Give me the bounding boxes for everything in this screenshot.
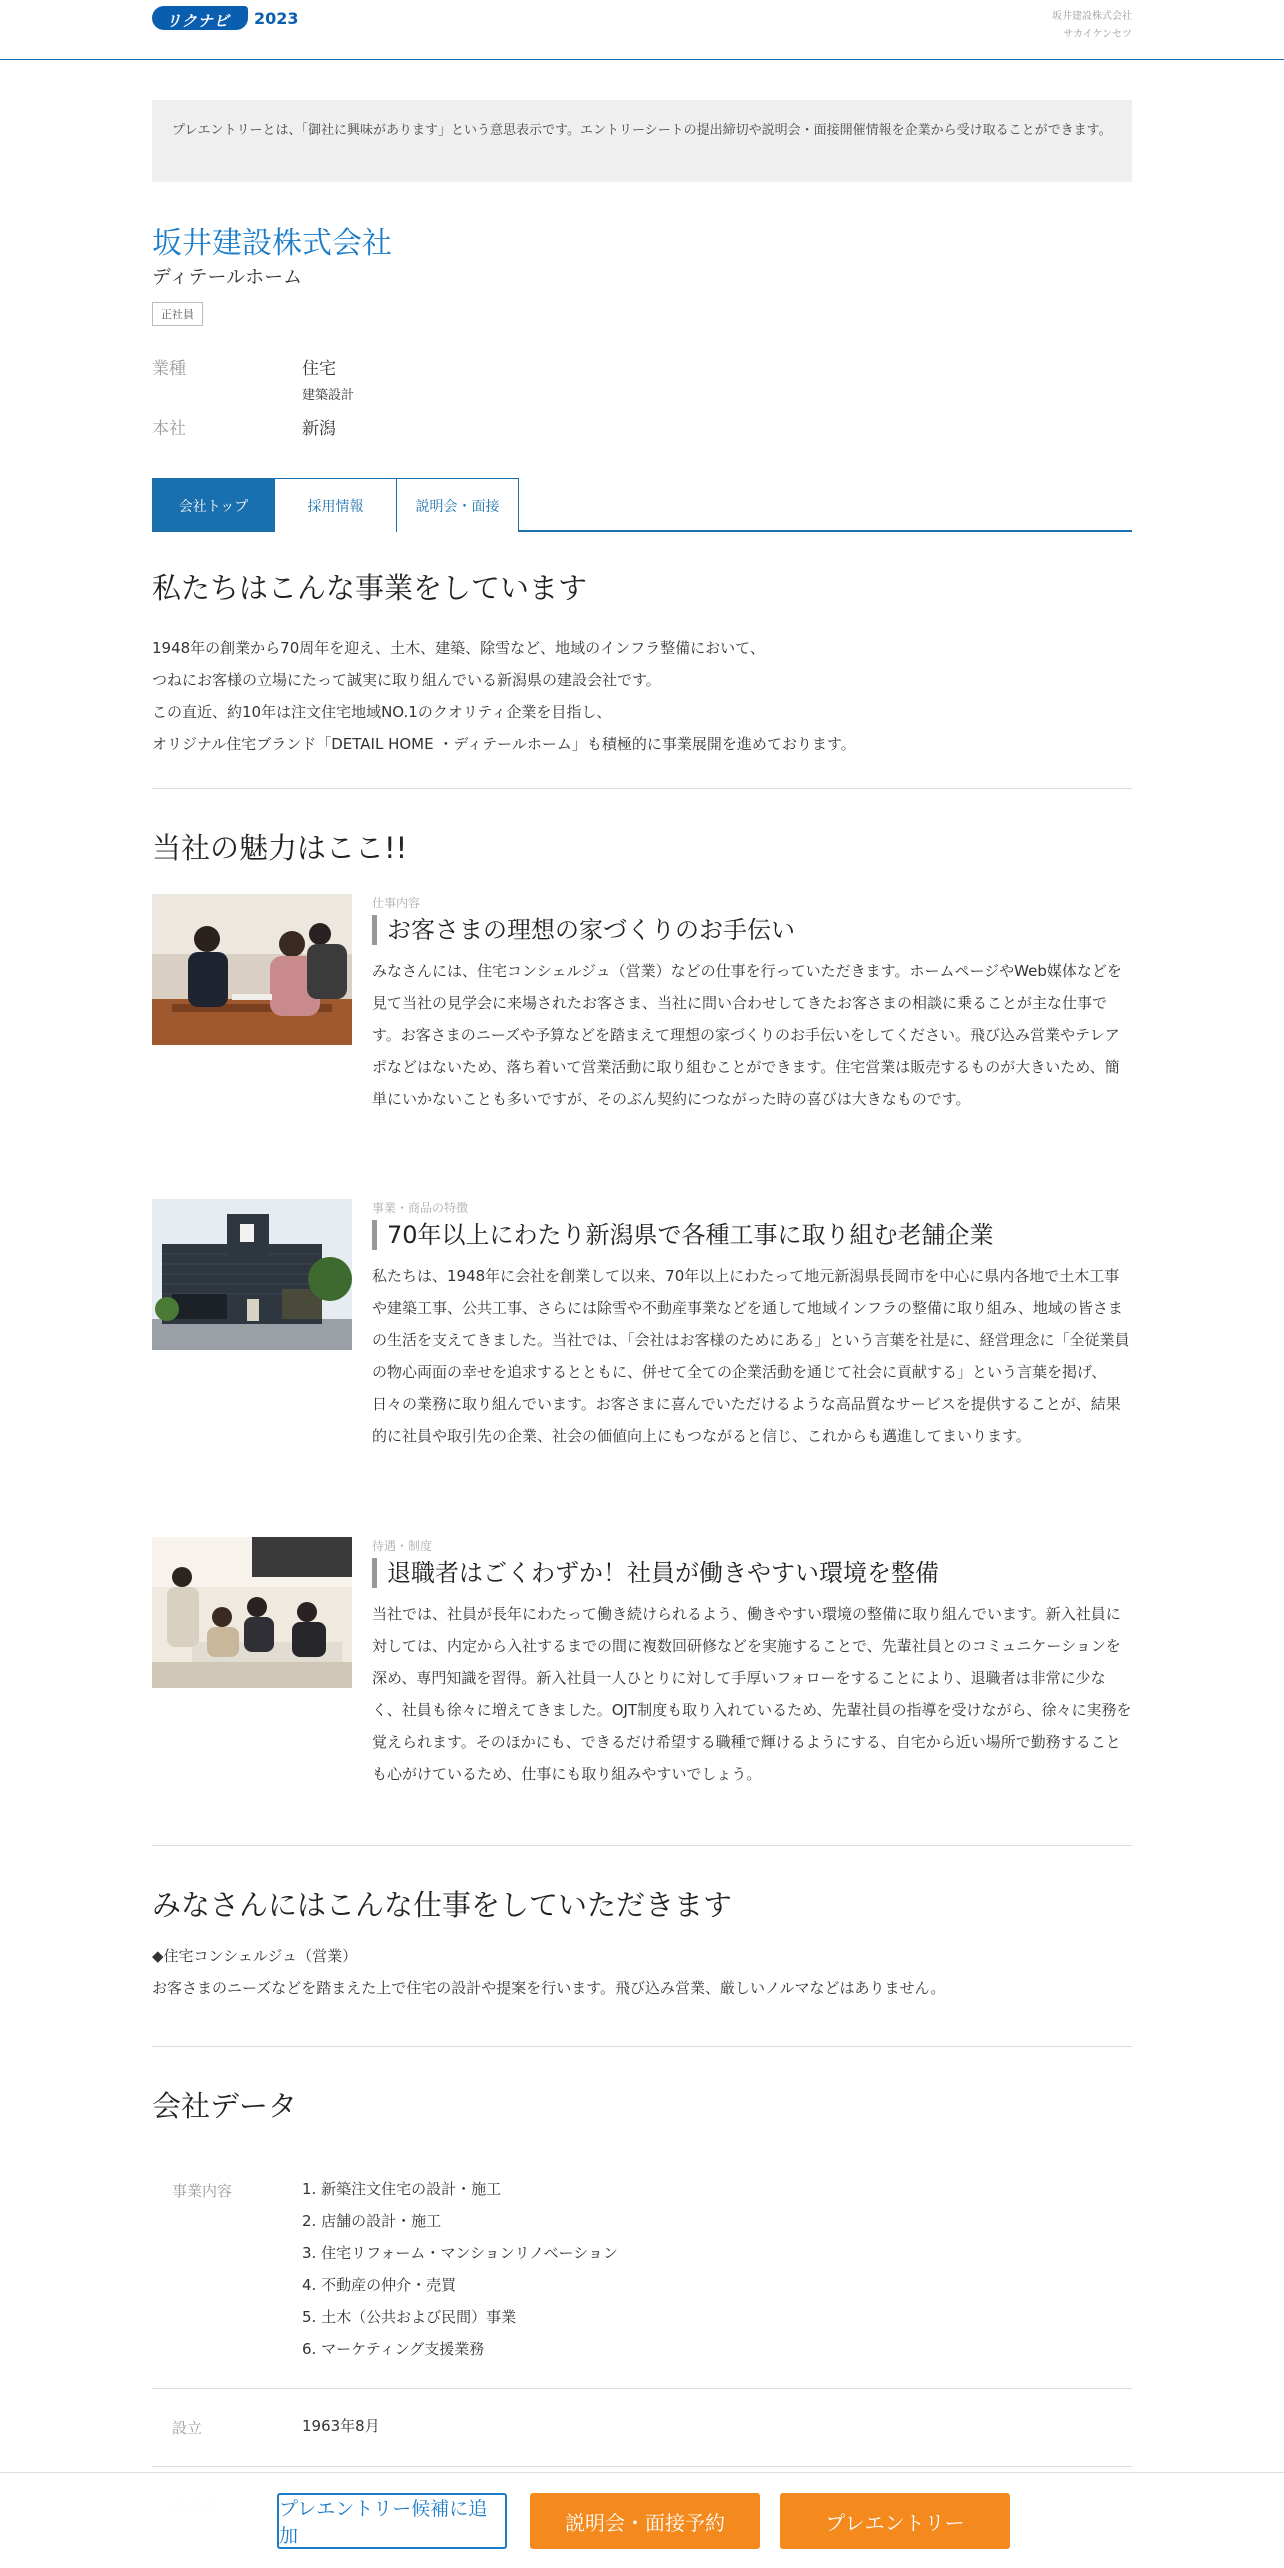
- feature-body: みなさんには、住宅コンシェルジュ（営業）などの仕事を行っていただきます。ホームページやWeb媒体などを見て当社の見学会に来場されたお客さま、当社に問い合わせしてきたお客さまの相談に乗ることが主な仕事です。お客さまのニーズや予算などを踏まえて理想の家づくりのお手伝いをしてください。飛び込み営業やテレアポなどはないため、落ち着いて営業活動に取り組むことができます。住宅営業は販売するものが大きいため、簡単にいかないことも多いですが、そのぶん契約につながった時の喜びは大きなものです。: [372, 962, 1122, 1108]
- rikunabi-logo[interactable]: [152, 4, 299, 32]
- logo-year: 2023: [254, 8, 299, 28]
- tab-seminar-interview[interactable]: 説明会・面接: [396, 478, 519, 532]
- feature-category: 待遇・制度: [372, 1539, 433, 1553]
- divider: [152, 2388, 1132, 2389]
- work-title: みなさんにはこんな仕事をしていただきます: [152, 1888, 733, 1922]
- work-text: [152, 1940, 945, 2004]
- industry-label: 業種: [152, 359, 186, 379]
- list-item: 1. 新築注文住宅の設計・施工: [302, 2180, 502, 2198]
- business-line: この直近、約10年は注文住宅地域NO.1のクオリティ企業を目指し、: [152, 703, 612, 721]
- appeal-title: 当社の魅力はここ!!: [152, 831, 408, 865]
- business-text: [152, 632, 856, 760]
- business-line: つねにお客様の立場にたって誠実に取り組んでいる新潟県の建設会社です。: [152, 671, 661, 689]
- employment-type-badge: 正社員: [152, 302, 203, 326]
- list-item: 2. 店舗の設計・施工: [302, 2212, 442, 2230]
- feature-category: 事業・商品の特徴: [372, 1201, 469, 1215]
- site-header: [0, 0, 1284, 60]
- feature-body: 私たちは、1948年に会社を創業して以来、70年以上にわたって地元新潟県長岡市を中心に県内各地で土木工事や建築工事、公共工事、さらには除雪や不動産事業などを通して地域インフラの整備に取り組み、地域の皆さまの生活を支えてきました。当社では、「会社はお客様のためにある」という言葉を社是に、経営理念に「全従業員の物心両面の幸せを追求するとともに、併せて全ての企業活動を通じて社会に貢献する」という言葉を掲げ、日々の業務に取り組んでいます。お客さまに喜んでいただけるような高品質なサービスを提供することが、結果的に社員や取引先の企業、社会の価値向上にもつながると信じ、これからも邁進してまいります。: [372, 1267, 1130, 1445]
- company-data-title: 会社データ: [152, 2089, 298, 2123]
- feature-category: 仕事内容: [372, 896, 421, 910]
- feature-title: 退職者はごくわずか！社員が働きやすい環境を整備: [372, 1558, 939, 1588]
- industry-value: 住宅: [302, 359, 336, 379]
- founded-label: 設立: [172, 2419, 203, 2437]
- hq-label: 本社: [152, 419, 186, 439]
- business-line: オリジナル住宅ブランド「DETAIL HOME ・ディテールホーム」も積極的に事業展開を進めております。: [152, 735, 856, 753]
- feature-title: 70年以上にわたり新潟県で各種工事に取り組む老舗企業: [372, 1220, 994, 1250]
- tab-recruit-info[interactable]: 採用情報: [274, 478, 397, 532]
- feature-photo-office: [152, 1537, 352, 1688]
- list-item: 6. マーケティング支援業務: [302, 2340, 485, 2358]
- business-title: 私たちはこんな事業をしています: [152, 571, 588, 605]
- feature-title: お客さまの理想の家づくりのお手伝い: [372, 915, 795, 945]
- logo-mark: [152, 6, 248, 30]
- header-company-kana: サカイケンセツ: [1063, 29, 1132, 40]
- list-item: 3. 住宅リフォーム・マンションリノベーション: [302, 2244, 618, 2262]
- tab-company-top[interactable]: 会社トップ: [152, 478, 275, 532]
- company-name: 坂井建設株式会社: [152, 226, 392, 261]
- list-item: 4. 不動産の仲介・売買: [302, 2276, 457, 2294]
- add-pre-entry-candidate-button[interactable]: プレエントリー候補に追加: [277, 2493, 507, 2549]
- divider: [152, 2466, 1132, 2467]
- feature-photo-meeting: [152, 894, 352, 1045]
- divider: [152, 2046, 1132, 2047]
- business-content-label: 事業内容: [172, 2182, 233, 2200]
- company-brand: ディテールホーム: [152, 266, 303, 288]
- divider: [152, 788, 1132, 789]
- header-company-name: 坂井建設株式会社: [1052, 11, 1132, 22]
- business-line: 1948年の創業から70周年を迎え、土木、建築、除雪など、地域のインフラ整備において、: [152, 639, 765, 657]
- feature-body: 当社では、社員が長年にわたって働き続けられるよう、働きやすい環境の整備に取り組んでいます。新入社員に対しては、内定から入社するまでの間に複数回研修などを実施することで、先輩社員とのコミュニケーションを深め、専門知識を習得。新入社員一人ひとりに対して手厚いフォローをすることにより、退職者は非常に少なく、社員も徐々に増えてきました。OJT制度も取り入れているため、先輩社員の指導を受けながら、徐々に実務を覚えられます。そのほかにも、できるだけ希望する職種で輝けるようにする、自宅から近い場所で勤務することも心がけているため、仕事にも取り組みやすいでしょう。: [372, 1605, 1132, 1783]
- business-content-list: [302, 2173, 618, 2365]
- seminar-reservation-button[interactable]: 説明会・面接予約: [530, 2493, 760, 2549]
- action-bar: [0, 2472, 1284, 2568]
- logo-text: リクナビ: [166, 12, 230, 30]
- work-heading: ◆住宅コンシェルジュ（営業）: [152, 1947, 358, 1965]
- work-body: お客さまのニーズなどを踏まえた上で住宅の設計や提案を行います。飛び込み営業、厳しいノルマなどはありません。: [152, 1979, 946, 1997]
- pre-entry-notice: プレエントリーとは、「御社に興味があります」という意思表示です。エントリーシートの提出締切や説明会・面接開催情報を企業から受け取ることができます。: [152, 100, 1132, 182]
- pre-entry-button[interactable]: プレエントリー: [780, 2493, 1010, 2549]
- founded-value: 1963年8月: [302, 2417, 380, 2435]
- company-tabs: [152, 478, 1132, 532]
- feature-photo-building: [152, 1199, 352, 1350]
- header-company: [1052, 8, 1132, 44]
- hq-value: 新潟: [302, 419, 336, 439]
- divider: [152, 1845, 1132, 1846]
- list-item: 5. 土木（公共および民間）事業: [302, 2308, 517, 2326]
- industry-sub: 建築設計: [302, 388, 355, 403]
